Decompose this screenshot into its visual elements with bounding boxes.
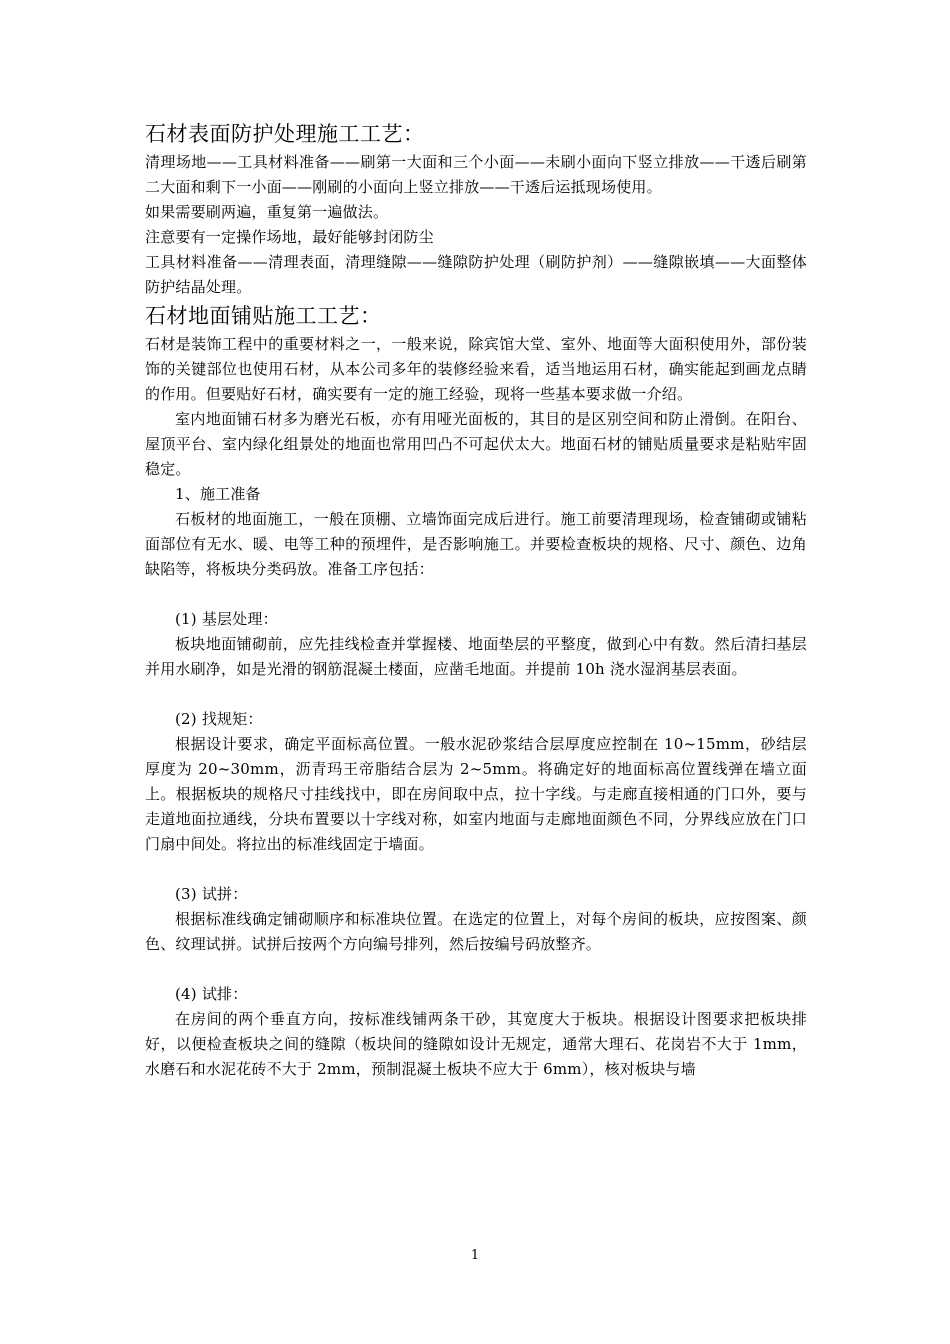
paragraph: 注意要有一定操作场地，最好能够封闭防尘: [145, 228, 434, 246]
paragraph: 根据标准线确定铺砌顺序和标准块位置。在选定的位置上，对每个房间的板块，应按图案、颜色、纹理试拼。试拼后按两个方向编号排列，然后按编号码放整齐。: [145, 910, 807, 953]
paragraph: 在房间的两个垂直方向，按标准线铺两条干砂，其宽度大于板块。根据设计图要求把板块排好，以便检查板块之间的缝隙（板块间的缝隙如设计无规定，通常大理石、花岗岩不大于 1mm，水磨石和水泥花砖不大于 2mm，预制混凝土板块不应大于 6mm），核对板块与墙: [145, 1010, 807, 1078]
paragraph: 如果需要刷两遍，重复第一遍做法。: [145, 203, 389, 221]
paragraph: 工具材料准备——清理表面，清理缝隙——缝隙防护处理（刷防护剂）——缝隙嵌填——大面整体防护结晶处理。: [145, 253, 807, 296]
paragraph: 室内地面铺石材多为磨光石板，亦有用哑光面板的，其目的是区别空间和防止滑倒。在阳台、屋顶平台、室内绿化组景处的地面也常用凹凸不可起伏太大。地面石材的铺贴质量要求是粘贴牢固稳定。: [145, 410, 807, 478]
paragraph: 石板材的地面施工，一般在顶棚、立墙饰面完成后进行。施工前要清理现场，检查铺砌或铺粘面部位有无水、暖、电等工种的预埋件，是否影响施工。并要检查板块的规格、尺寸、颜色、边角缺陷等，将板块分类码放。准备工序包括：: [145, 510, 807, 578]
paragraph: 根据设计要求，确定平面标高位置。一般水泥砂浆结合层厚度应控制在 10~15mm，砂结层厚度为 20~30mm，沥青玛王帝脂结合层为 2~5mm。将确定好的地面标高位置线弹在墙立面上。根据板块的规格尺寸挂线找中，即在房间取中点，拉十字线。与走廊直接相通的门口外，要与走道地面拉通线，分块布置要以十字线对称，如室内地面与走廊地面颜色不同，分界线应放在门口门扇中间处。将拉出的标准线固定于墙面。: [145, 735, 807, 853]
sub-step-heading: (1) 基层处理：: [175, 610, 278, 628]
intro-paragraph: 石材是装饰工程中的重要材料之一，一般来说，除宾馆大堂、室外、地面等大面积使用外，部份装饰的关键部位也使用石材，从本公司多年的装修经验来看，适当地运用石材，确实能起到画龙点睛的作用。但要贴好石材，确实要有一定的施工经验，现将一些基本要求做一介绍。: [145, 335, 807, 403]
sub-step-heading: (2) 找规矩：: [175, 710, 263, 728]
step-heading: 1、施工准备: [175, 485, 261, 503]
paragraph: 板块地面铺砌前，应先挂线检查并掌握楼、地面垫层的平整度，做到心中有数。然后清扫基层并用水刷净，如是光滑的钢筋混凝土楼面，应凿毛地面。并提前 10h 浇水湿润基层表面。: [145, 635, 807, 678]
section-title-floor-paving: 石材地面铺贴施工工艺：: [145, 304, 382, 328]
paragraph: 清理场地——工具材料准备——刷第一大面和三个小面——未刷小面向下竖立排放——干透后刷第二大面和剩下一小面——刚刷的小面向上竖立排放——干透后运抵现场使用。: [145, 153, 807, 196]
sub-step-heading: (3) 试拼：: [175, 885, 248, 903]
page-number: 1: [470, 1248, 480, 1263]
sub-step-heading: (4) 试排：: [175, 985, 248, 1003]
section-title-surface-protection: 石材表面防护处理施工工艺：: [145, 122, 425, 146]
document-body: [145, 118, 807, 1082]
